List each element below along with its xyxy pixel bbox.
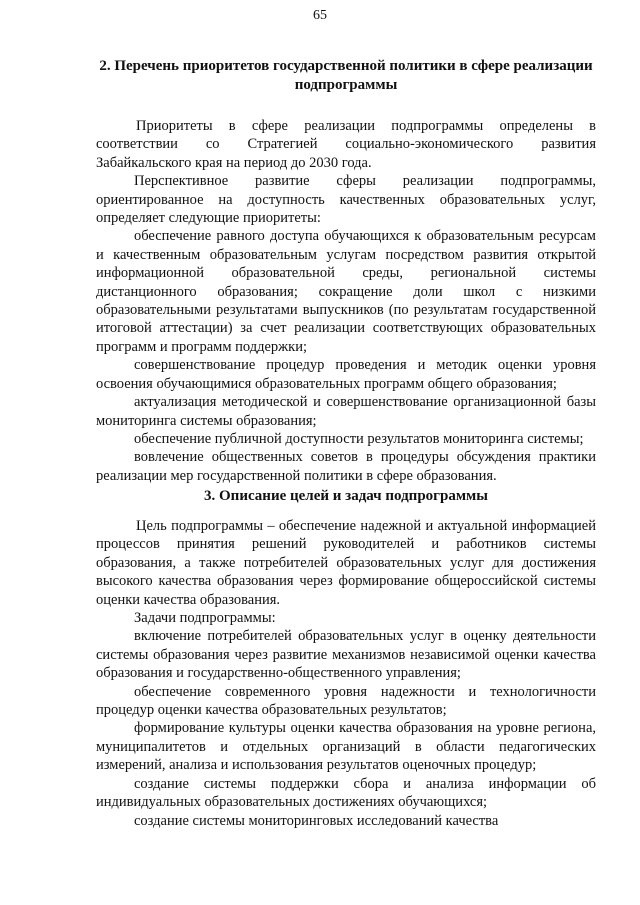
paragraph: обеспечение равного доступа обучающихся к образовательным ресурсам и качественным образовательным услугам посредством развития открытой информационной образовательной среды, региональной системы дистанционного образования; сокращение доли школ с низкими образовательными результатами выпускников (по результатам государственной итоговой аттестации) за счет реализации соответствующих образовательных программ и программ поддержки; bbox=[96, 228, 596, 355]
section-goals bbox=[96, 517, 596, 830]
page-number: 65 bbox=[313, 8, 327, 23]
section-heading-goals: 3. Описание целей и задач подпрограммы bbox=[204, 488, 488, 504]
section-priorities bbox=[96, 117, 596, 485]
paragraph: совершенствование процедур проведения и методик оценки уровня освоения обучающимися образовательных программ общего образования; bbox=[96, 357, 596, 392]
paragraph: вовлечение общественных советов в процедуры обсуждения практики реализации мер государственной политики в сфере образования. bbox=[96, 449, 596, 484]
paragraph: Задачи подпрограммы: bbox=[134, 610, 276, 627]
paragraph: обеспечение современного уровня надежности и технологичности процедур оценки качества образовательных результатов; bbox=[96, 683, 596, 719]
paragraph: создание системы поддержки сбора и анализа информации об индивидуальных образовательных достижениях обучающихся; bbox=[96, 775, 596, 811]
paragraph: обеспечение публичной доступности результатов мониторинга системы; bbox=[134, 430, 584, 447]
paragraph: включение потребителей образовательных услуг в оценку деятельности системы образования через развитие механизмов независимой оценки качества образования и государственно-общественного управления; bbox=[96, 628, 596, 682]
paragraph: Перспективное развитие сферы реализации подпрограммы, ориентированное на доступность качественных образовательных услуг, определяет следующие приоритеты: bbox=[96, 173, 596, 227]
paragraph: актуализация методической и совершенствование организационной базы мониторинга системы образования; bbox=[96, 394, 596, 429]
paragraph: Приоритеты в сфере реализации подпрограммы определены в соответствии со Стратегией социально-экономического развития Забайкальского края на период до 2030 года. bbox=[96, 118, 596, 171]
paragraph: создание системы мониторинговых исследований качества bbox=[134, 812, 499, 829]
paragraph: формирование культуры оценки качества образования на уровне региона, муниципалитетов и отдельных организаций в области педагогических измерений, анализа и использования результатов оценочных процедур; bbox=[96, 720, 596, 774]
section-heading-priorities: 2. Перечень приоритетов государственной политики в сфере реализации подпрограммы bbox=[99, 58, 593, 93]
paragraph: Цель подпрограммы – обеспечение надежной и актуальной информацией процессов принятия решений руководителей и работников системы образования, а также потребителей образовательных услуг для достижения высокого качества образования через формирование общероссийской системы оценки качества образования. bbox=[96, 518, 596, 608]
